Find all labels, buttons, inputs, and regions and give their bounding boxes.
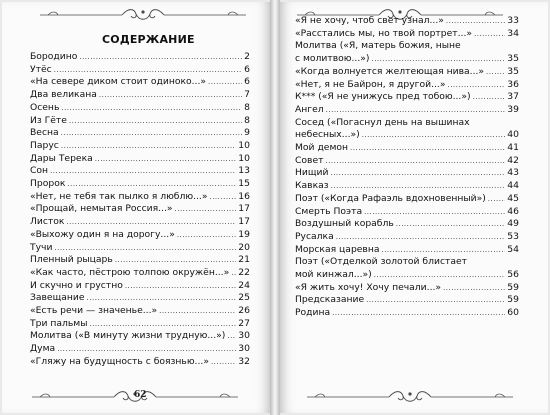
toc-entry xyxy=(295,282,519,295)
toc-entry-page: 6 xyxy=(244,76,250,88)
toc-leader-dots xyxy=(227,330,236,343)
toc-entry-title: мой кинжал...») xyxy=(295,269,372,281)
toc-entry-title: Утёс xyxy=(30,63,52,75)
toc-leader-dots xyxy=(66,216,236,229)
toc-leader-dots xyxy=(99,89,242,102)
toc-entry xyxy=(30,343,250,356)
toc-leader-dots xyxy=(396,218,506,231)
toc-leader-dots xyxy=(61,102,242,115)
toc-leader-dots xyxy=(326,104,506,117)
toc-entry-title: Парус xyxy=(30,139,59,151)
toc-entry-page: 56 xyxy=(507,269,519,281)
toc-entry-title: небесных...») xyxy=(295,129,360,141)
toc-entry-title-line: Сосед («Погаснул день на вышинах xyxy=(295,116,470,128)
toc-leader-dots xyxy=(336,231,506,244)
toc-entry xyxy=(30,165,250,178)
toc-entry xyxy=(295,180,519,193)
toc-entry xyxy=(295,244,519,257)
toc-leader-dots xyxy=(330,167,505,180)
toc-entry xyxy=(295,104,519,117)
toc-entry xyxy=(295,155,519,168)
toc-entry xyxy=(30,140,250,153)
toc-entry xyxy=(295,28,519,41)
toc-entry-title: Кавказ xyxy=(295,180,329,192)
toc-entry xyxy=(30,229,250,242)
toc-leader-dots xyxy=(331,180,506,193)
toc-entry xyxy=(295,117,519,142)
toc-entry-title: «Я жить хочу! Хочу печали...» xyxy=(295,281,442,293)
toc-leader-dots xyxy=(362,129,506,142)
toc-entry-title: Предсказание xyxy=(295,294,365,306)
toc-leader-dots xyxy=(371,53,505,66)
toc-leader-dots xyxy=(61,127,242,140)
toc-entry xyxy=(30,153,250,166)
toc-leader-dots xyxy=(159,305,236,318)
toc-entry-title: «Прощай, немытая Россия...» xyxy=(30,203,173,215)
toc-entry-title: Воздушный корабль xyxy=(295,218,394,230)
toc-entry-title: Молитва («В минуту жизни трудную...») xyxy=(30,330,226,342)
flourish-divider-icon xyxy=(305,388,515,406)
toc-entry-page: 36 xyxy=(507,78,519,90)
toc-entry-page: 20 xyxy=(238,241,250,253)
toc-entry-title: Пленный рыцарь xyxy=(30,254,113,266)
toc-entry-title: Завещание xyxy=(30,292,85,304)
toc-entry-title: «Нет, не тебя так пылко я люблю...» xyxy=(30,190,208,202)
toc-entry-page: 17 xyxy=(238,203,250,215)
toc-list-right xyxy=(295,15,519,320)
toc-entry-page: 15 xyxy=(238,178,250,190)
toc-entry-page: 41 xyxy=(507,142,519,154)
toc-leader-dots xyxy=(50,165,236,178)
toc-leader-dots xyxy=(374,269,506,282)
toc-entry xyxy=(295,142,519,155)
toc-leader-dots xyxy=(332,307,505,320)
toc-entry-page: 8 xyxy=(244,114,250,126)
toc-leader-dots xyxy=(54,242,236,255)
toc-entry xyxy=(295,206,519,219)
toc-leader-dots xyxy=(67,178,236,191)
toc-entry-title: «Есть речи — значенье...» xyxy=(30,305,158,317)
toc-leader-dots xyxy=(79,51,242,64)
toc-entry-page: 44 xyxy=(507,180,519,192)
toc-entry-page: 10 xyxy=(238,152,250,164)
toc-entry xyxy=(30,330,250,343)
toc-entry xyxy=(30,89,250,102)
toc-entry xyxy=(30,51,250,64)
toc-entry-page: 13 xyxy=(238,165,250,177)
toc-entry-title-line: Поэт («Отделкой золотой блистает xyxy=(295,256,467,268)
toc-entry-page: 40 xyxy=(507,129,519,141)
toc-entry xyxy=(295,256,519,281)
toc-entry xyxy=(30,191,250,204)
toc-entry-title: Тучи xyxy=(30,241,53,253)
toc-entry xyxy=(30,64,250,77)
toc-entry-page: 8 xyxy=(244,101,250,113)
toc-entry xyxy=(30,267,250,280)
toc-entry-page: 46 xyxy=(507,205,519,217)
toc-leader-dots xyxy=(447,79,505,92)
toc-entry xyxy=(295,40,519,65)
toc-entry xyxy=(295,193,519,206)
toc-entry-title: «Когда волнуется желтеющая нива...» xyxy=(295,65,485,77)
toc-entry-title: Весна xyxy=(30,127,59,139)
toc-leader-dots xyxy=(364,206,505,219)
toc-entry-page: 42 xyxy=(507,154,519,166)
toc-entry-page: 21 xyxy=(238,254,250,266)
toc-leader-dots xyxy=(54,64,242,77)
toc-entry-title: «Как часто, пёстрою толпою окружён...» xyxy=(30,266,230,278)
toc-entry-page: 54 xyxy=(507,243,519,255)
toc-entry-page: 26 xyxy=(238,305,250,317)
toc-entry-page: 39 xyxy=(507,103,519,115)
toc-leader-dots xyxy=(350,142,505,155)
toc-entry-title: И скучно и грустно xyxy=(30,279,123,291)
toc-entry-title: Бородино xyxy=(30,51,78,62)
toc-entry xyxy=(295,66,519,79)
toc-entry xyxy=(30,292,250,305)
toc-entry-page: 35 xyxy=(507,65,519,77)
toc-entry-title: Дума xyxy=(30,343,56,355)
toc-entry xyxy=(30,76,250,89)
toc-entry-title: Два великана xyxy=(30,89,97,101)
toc-entry xyxy=(295,167,519,180)
toc-entry-title: Из Гёте xyxy=(30,114,67,126)
toc-entry-page: 10 xyxy=(238,139,250,151)
toc-entry-title: Родина xyxy=(295,307,331,319)
toc-entry-title: «Расстались мы, но твой портрет...» xyxy=(295,27,472,39)
toc-entry-page: 33 xyxy=(507,15,519,26)
toc-leader-dots xyxy=(209,191,236,204)
toc-entry-title: «На севере диком стоит одиноко...» xyxy=(30,76,206,88)
toc-leader-dots xyxy=(115,254,236,267)
toc-entry-title: Мой демон xyxy=(295,142,349,154)
toc-leader-dots xyxy=(474,28,505,41)
toc-leader-dots xyxy=(231,267,236,280)
toc-entry-page: 60 xyxy=(507,307,519,319)
toc-entry xyxy=(30,178,250,191)
toc-entry-title: Морская царевна xyxy=(295,243,380,255)
toc-entry-title: Листок xyxy=(30,216,65,228)
toc-entry xyxy=(295,294,519,307)
toc-entry-page: 9 xyxy=(244,127,250,139)
toc-entry-title: Смерть Поэта xyxy=(295,205,363,217)
toc-entry-title: «Я не хочу, чтоб свет узнал...» xyxy=(295,15,444,26)
toc-leader-dots xyxy=(488,193,506,206)
toc-entry-page: 22 xyxy=(238,266,250,278)
toc-entry-page: 30 xyxy=(238,343,250,355)
toc-entry-page: 37 xyxy=(507,91,519,103)
toc-entry-title: Совет xyxy=(295,154,324,166)
toc-entry-title: с молитвою...») xyxy=(295,53,370,65)
toc-entry-page: 49 xyxy=(507,218,519,230)
toc-entry-page: 35 xyxy=(507,53,519,65)
toc-leader-dots xyxy=(89,318,236,331)
toc-leader-dots xyxy=(208,76,242,89)
page-number: 62 xyxy=(134,390,147,400)
toc-leader-dots xyxy=(61,140,236,153)
toc-list-left xyxy=(30,51,250,369)
toc-leader-dots xyxy=(443,282,505,295)
toc-leader-dots xyxy=(381,244,505,257)
toc-entry-page: 53 xyxy=(507,230,519,242)
toc-leader-dots xyxy=(473,91,506,104)
toc-entry-title: Дары Терека xyxy=(30,152,93,164)
toc-entry-title-line: Молитва («Я, матерь божия, ныне xyxy=(295,40,461,52)
toc-leader-dots xyxy=(211,356,236,369)
toc-entry-page: 24 xyxy=(238,279,250,291)
toc-entry-page: 32 xyxy=(238,355,250,367)
toc-entry xyxy=(30,242,250,255)
toc-entry xyxy=(295,15,519,28)
toc-entry xyxy=(30,280,250,293)
toc-leader-dots xyxy=(95,153,237,166)
toc-entry-title: Пророк xyxy=(30,178,66,190)
toc-entry xyxy=(30,356,250,369)
toc-entry xyxy=(295,79,519,92)
toc-entry-title: Три пальмы xyxy=(30,317,88,329)
toc-leader-dots xyxy=(57,343,236,356)
toc-leader-dots xyxy=(177,229,236,242)
toc-entry xyxy=(30,216,250,229)
toc-entry-page: 43 xyxy=(507,167,519,179)
page-title: СОДЕРЖАНИЕ xyxy=(102,33,195,46)
toc-entry xyxy=(295,218,519,231)
toc-entry xyxy=(30,127,250,140)
toc-leader-dots xyxy=(175,203,237,216)
toc-entry-page: 45 xyxy=(507,192,519,204)
toc-entry-title: Сон xyxy=(30,165,49,177)
toc-entry xyxy=(295,307,519,320)
toc-entry xyxy=(30,254,250,267)
toc-entry-page: 6 xyxy=(244,63,250,75)
toc-entry-title: «Нет, я не Байрон, я другой...» xyxy=(295,78,446,90)
flourish-divider-icon xyxy=(38,6,248,24)
toc-leader-dots xyxy=(486,66,505,79)
toc-entry-title: «Выхожу один я на дорогу...» xyxy=(30,228,175,240)
toc-leader-dots xyxy=(325,155,505,168)
toc-leader-dots xyxy=(125,280,236,293)
toc-entry-page: 17 xyxy=(238,216,250,228)
toc-entry-title: Поэт («Когда Рафаэль вдохновенный») xyxy=(295,192,486,204)
toc-entry xyxy=(30,203,250,216)
toc-entry-page: 59 xyxy=(507,294,519,306)
toc-entry xyxy=(295,231,519,244)
toc-entry xyxy=(295,91,519,104)
toc-entry xyxy=(30,305,250,318)
toc-entry-title: Нищий xyxy=(295,167,329,179)
toc-entry-title: К*** («Я не унижусь пред тобою...») xyxy=(295,91,471,103)
toc-entry-page: 27 xyxy=(238,317,250,329)
toc-entry-page: 2 xyxy=(244,51,250,62)
book-gutter xyxy=(270,0,280,415)
toc-entry-page: 16 xyxy=(238,190,250,202)
toc-entry-page: 19 xyxy=(238,228,250,240)
toc-entry-title: Ангел xyxy=(295,103,324,115)
toc-entry xyxy=(30,318,250,331)
toc-entry-page: 30 xyxy=(238,330,250,342)
toc-entry-title: «Гляжу на будущность с боязнью...» xyxy=(30,355,209,367)
toc-entry-title: Русалка xyxy=(295,230,334,242)
toc-leader-dots xyxy=(87,292,237,305)
toc-leader-dots xyxy=(69,115,242,128)
toc-entry xyxy=(30,115,250,128)
toc-leader-dots xyxy=(446,15,505,28)
toc-entry-title: Осень xyxy=(30,101,60,113)
toc-entry-page: 25 xyxy=(238,292,250,304)
toc-entry-page: 59 xyxy=(507,281,519,293)
toc-entry-page: 34 xyxy=(507,27,519,39)
toc-entry xyxy=(30,102,250,115)
toc-leader-dots xyxy=(366,294,505,307)
toc-entry-page: 7 xyxy=(244,89,250,101)
